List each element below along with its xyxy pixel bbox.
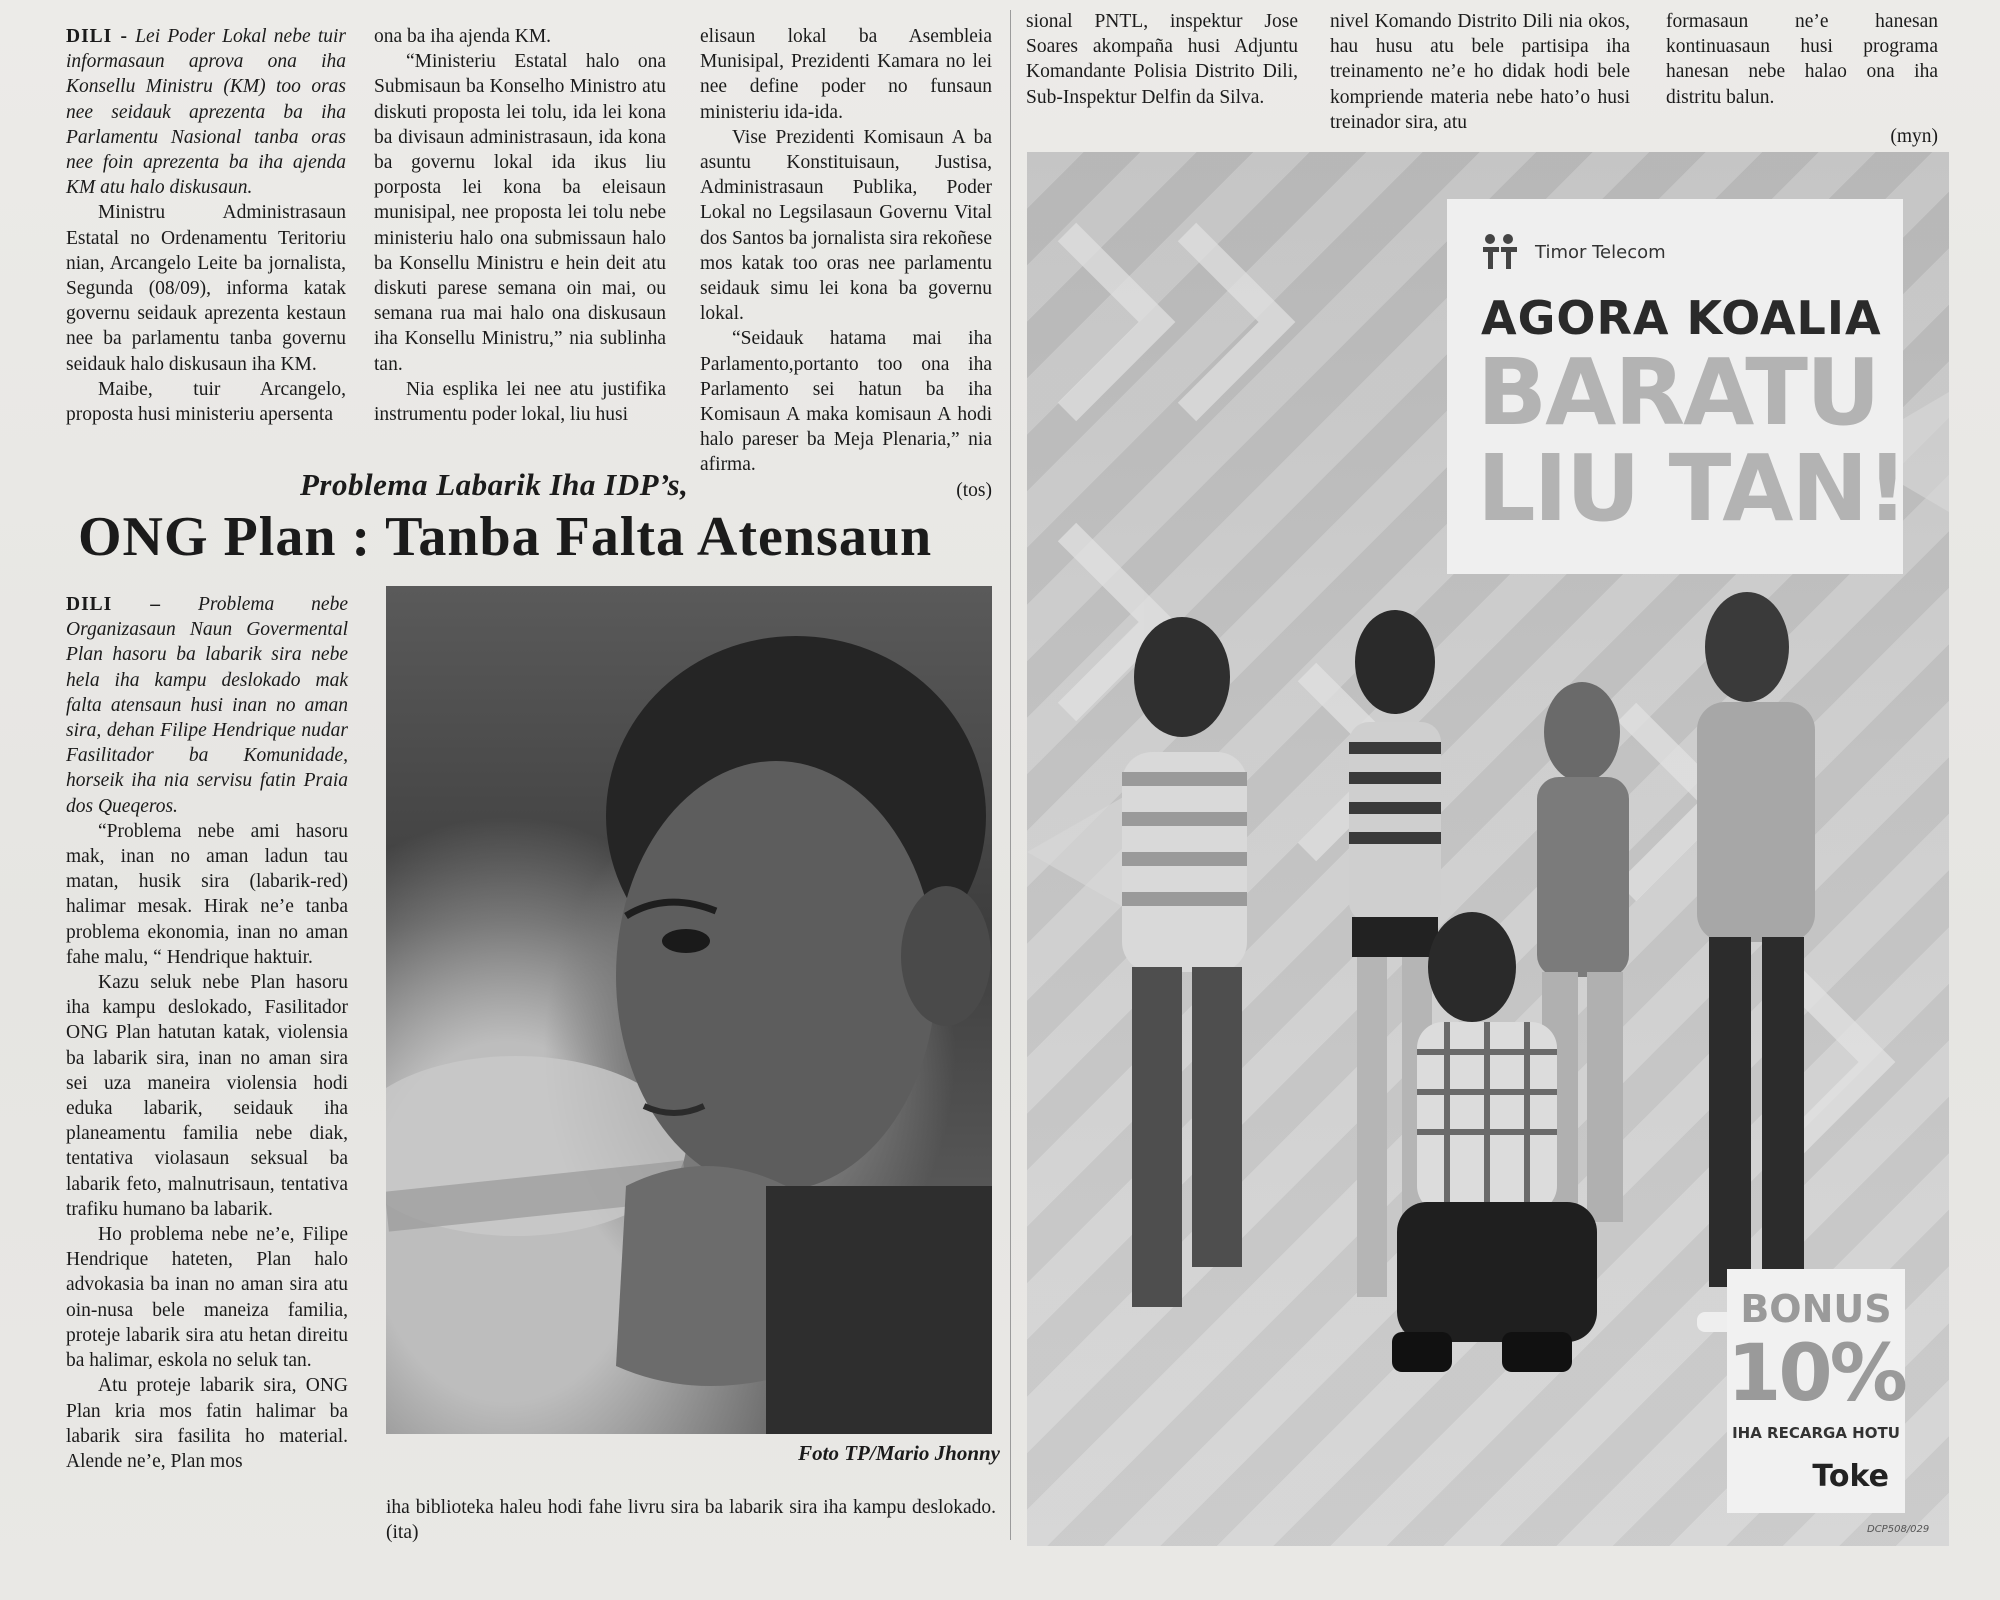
article1-paragraph: Maibe, tuir Arcangelo, proposta husi ministeriu apersenta (66, 378, 346, 426)
article2-lead-text: Problema nebe Organizasaun Naun Govermental Plan hasoru ba labarik sira nebe hela iha kampu deslokado mak falta atensaun husi inan no aman sira, dehan Filipe Hendrique nudar Fasilitador ba Komunidade, horseik iha nia servisu fatin Praia dos Queqeros. (66, 594, 348, 817)
article2-dateline: DILI – (66, 594, 162, 615)
person-figure (1122, 617, 1247, 1307)
article2-paragraph: Atu proteje labarik sira, ONG Plan kria mos fatin halimar ba labarik sira fasilita ho material. Alende ne’e, Plan mos (66, 1375, 348, 1472)
article1-paragraph: “Ministeriu Estatal halo ona Submisaun ba Konselho Ministro atu diskuti proposta lei tolu, ida lei kona ba divisaun administrasaun, ida kona ba governu lokal ida ikus liu porposta lei kona ba eleisaun munisipal, nee proposta lei tolu nebe ministeriu halo ona submissaun halo ba Konsellu Ministru e hein deit atu diskuti parese semana oin mai, ou semana rua mai halo ona diskusaun iha Konsellu Ministru,” nia sublinha tan. (374, 51, 666, 375)
article2-continuation (386, 1495, 996, 1545)
ad-code: DCP508/029 (1867, 1524, 1930, 1535)
article2-paragraph: “Problema nebe ami hasoru mak, inan no aman ladun tau matan, husik sira (labarik-red) halimar mesak. Hirak ne’e tanba problema ekonomia, inan no aman fahe malu, “ Hendrique haktuir. (66, 820, 348, 968)
top-right-column-3 (1666, 9, 1938, 149)
top-right-paragraph: sional PNTL, inspektur Jose Soares akompaña husi Adjuntu Komandante Polisia Distrito Dili, Sub-Inspektur Delfin da Silva. (1026, 11, 1298, 108)
bonus-badge (1727, 1269, 1905, 1513)
article1-paragraph: Nia esplika lei nee atu justifika instrumentu poder lokal, liu husi (374, 378, 666, 426)
timor-telecom-advertisement (1027, 152, 1949, 1546)
product-name: Toke (1812, 1459, 1889, 1494)
bonus-label: BONUS (1740, 1287, 1892, 1331)
article1-column-1 (66, 24, 346, 427)
child-portrait-illustration (386, 586, 992, 1434)
article1-signature: (tos) (956, 479, 992, 501)
top-right-paragraph: formasaun ne’e hanesan kontinuasaun husi programa hanesan nebe halao ona iha distritu balun. (1666, 11, 1938, 108)
bonus-value: 10% (1727, 1329, 1905, 1419)
article1-dateline: DILI - (66, 26, 128, 47)
article2-lead (66, 592, 348, 819)
column-rule (1010, 10, 1011, 1540)
ad-big-text-line-2: LIU TAN! (1477, 435, 1907, 542)
article1-paragraph: Ministru Administrasaun Estatal no Ordenamentu Teritoriu nian, Arcangelo Leite ba jornalista, Segunda (08/09), informa katak governu seidauk aprezenta kestaun nee ba parlamentu tanba governu seidauk halo diskusaun iha KM. (66, 202, 346, 375)
article2-paragraph: Kazu seluk nebe Plan hasoru iha kampu deslokado, Fasilitador ONG Plan hatutan katak, violensia ba labarik sira, inan no aman sira sei uza maneira violensia hodi eduka labarik, seidauk iha planeamentu familia nebe diak, tentativa violasaun seksual ba labarik feto, malnutrisaun, tentativa trafiku humano ba labarik. (66, 972, 348, 1220)
top-right-column-2 (1330, 9, 1630, 135)
article1-paragraph: ona ba iha ajenda KM. (374, 26, 552, 47)
article2-paragraph: Ho problema nebe ne’e, Filipe Hendrique hateten, Plan halo advokasia ba inan no aman sira atu oin-nusa bele maneiza familia, proteje labarik sira atu hetan direitu ba halimar, eskola no seluk tan. (66, 1224, 348, 1372)
article1-column-2 (374, 24, 666, 427)
article1-paragraph: Vise Prezidenti Komisaun A ba asuntu Konstituisaun, Justisa, Administrasaun Publika, Poder Lokal no Legsilasaun Governu Vital dos Santos ba jornalista sira rekoñese mos katak too oras nee parlamentu seidauk simu lei kona ba governu lokal. (700, 126, 992, 325)
article2-headline: ONG Plan : Tanba Falta Atensaun (78, 506, 933, 568)
top-right-column-1 (1026, 9, 1298, 110)
top-right-paragraph: nivel Komando Distrito Dili nia okos, hau husu atu bele partisipa iha treinamento ne’e ho didak hodi bele kompriende materia nebe hato’o husi treinador sira, atu (1330, 11, 1630, 133)
article1-lead (66, 24, 346, 200)
top-right-signature: (myn) (1890, 125, 1938, 147)
article2-signature: (ita) (386, 1522, 419, 1544)
article1-column-3 (700, 24, 992, 503)
child-photo (386, 586, 992, 1434)
photo-credit: Foto TP/Mario Jhonny (798, 1441, 1000, 1465)
brand-name: Timor Telecom (1535, 241, 1666, 263)
article2-kicker: Problema Labarik Iha IDP’s, (300, 467, 689, 502)
article1-lead-text: Lei Poder Lokal nebe tuir informasaun aprova ona iha Konsellu Ministru (KM) too oras nee seidauk aprezenta ba iha Parlamentu Nasional tanba oras nee foin aprezenta ba iha ajenda KM atu halo diskusaun. (66, 26, 346, 199)
article2-continuation-text: iha biblioteka haleu hodi fahe livru sira ba labarik sira iha kampu deslokado. (386, 1497, 996, 1518)
bonus-text: IHA RECARGA HOTU (1732, 1424, 1900, 1442)
article1-paragraph: elisaun lokal ba Asembleia Munisipal, Prezidenti Kamara no lei nee define poder no funsaun ministeriu ida-ida. (700, 26, 992, 123)
ad-big-text-line-1: BARATU (1477, 339, 1879, 446)
ad-tagline: AGORA KOALIA (1481, 291, 1882, 345)
article2-column (66, 592, 348, 1474)
person-figure (1697, 592, 1822, 1364)
article1-paragraph: “Seidauk hatama mai iha Parlamento,portanto too ona iha Parlamento sei hatun ba iha Komisaun A maka komisaun A hodi halo pareser ba Meja Plenaria,” nia afirma. (700, 328, 992, 476)
